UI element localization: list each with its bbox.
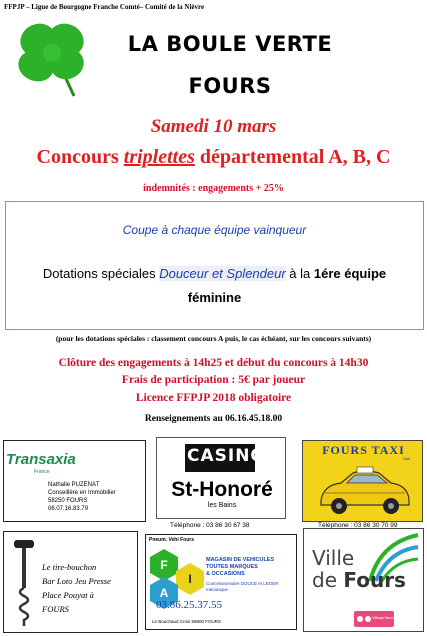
title-prefix: Concours [36,146,124,168]
dotations-line [5,266,424,281]
sponsor-taxi [302,440,423,522]
transaxia-line: 06.07.16.83.79 [48,506,89,512]
casino-phone: Téléphone : 03 86 30 67 38 [170,522,250,529]
garage-line-1: MAGASIN DE VEHICULES TOUTES MARQUES [206,557,275,570]
taxi-car-icon [313,463,415,519]
title-suffix: départemental A, B, C [194,146,391,168]
dotations-prefix: Dotations spéciales [42,266,160,281]
tire-bouchon-line: Bar Loto Jeu Presse [42,576,111,586]
renseignements: Renseignements au 06.16.45.18.00 [144,414,283,424]
four-leaf-clover-icon [4,18,94,98]
frais-line: Frais de participation : 5€ par joueur [121,374,306,386]
taxi-sarl: Sarl [403,456,411,461]
casino-logo: CASINO [187,446,266,466]
club-town: FOURS [188,74,272,98]
ville-line-1: Ville [312,546,355,570]
transaxia-line: 58250 FOURS [48,498,88,504]
casino-name: St-Honoré [171,478,273,501]
sponsor-casino [156,437,286,519]
dotations-line-2: féminine [187,290,242,305]
garage-logo-letter: F [160,558,168,572]
event-title [0,146,427,169]
licence-line: Licence FFPJP 2018 obligatoire [135,392,292,404]
cloture-line: Clôture des engagements à 14h25 et début du concours à 14h30 [58,357,369,369]
tire-bouchon-line: FOURS [42,604,69,614]
transaxia-logo: Transaxia [6,451,76,468]
tire-bouchon-text [42,560,111,616]
tire-bouchon-line: Place Pouyat à [42,590,94,600]
dotations-mid: à la [285,266,314,281]
garage-footer: Le Bouchaud Croix 58800 FOURS [152,619,222,624]
sponsor-garage [145,534,297,630]
sponsor-tire-bouchon [3,531,138,633]
sponsor-ville-de-fours [303,528,424,632]
tire-bouchon-line: Le tire-bouchon [42,562,97,572]
garage-line-3: Concessionnaire DOUCE et LEGER mécanique [206,581,279,592]
header-note: FFPJP – Ligue de Bourgogne Franche Comté– Comité de la Nièvre [4,3,205,11]
transaxia-contact [48,481,116,513]
taxi-title: FOURS TAXI [322,443,405,457]
garage-line-2: & OCCASIONS [206,571,245,577]
club-name: LA BOULE VERTE [127,32,333,56]
ville-de: de [312,568,344,592]
garage-phone: 03.86.25.37.55 [156,599,222,611]
cup-text: Coupe à chaque équipe vainqueur [122,223,307,237]
event-date: Samedi 10 mars [150,116,277,137]
garage-header: Pneum. Vehi Fours [149,537,195,543]
casino-sub: les Bains [207,502,237,509]
indemnites: indemnités : engagements + 25% [143,183,284,194]
dotations-brand: Douceur et Splendeur [159,266,286,281]
ville-town: Fours [343,568,406,592]
corkscrew-icon [12,538,36,628]
village-fleuri-label: Village fleuri [372,615,394,620]
transaxia-logo-sub: France [34,469,50,475]
ville-logo-text [312,547,406,591]
garage-logo-letter: I [188,572,192,586]
sponsor-transaxia [3,440,146,522]
dotations-note: (pour les dotations spéciales : classement concours A puis, le cas échéant, sur les concours suivants) [55,334,372,343]
ville-line-2 [312,569,406,591]
transaxia-line: Nathalie PUZENAT [48,482,100,488]
transaxia-line: Conseillère en Immobilier [48,490,116,496]
title-italic: triplettes [123,146,195,168]
garage-logo-letter: A [159,586,169,600]
dotations-bold: 1ére équipe [313,266,387,281]
taxi-phone: Téléphone : 03 86 30 70 99 [318,522,398,529]
